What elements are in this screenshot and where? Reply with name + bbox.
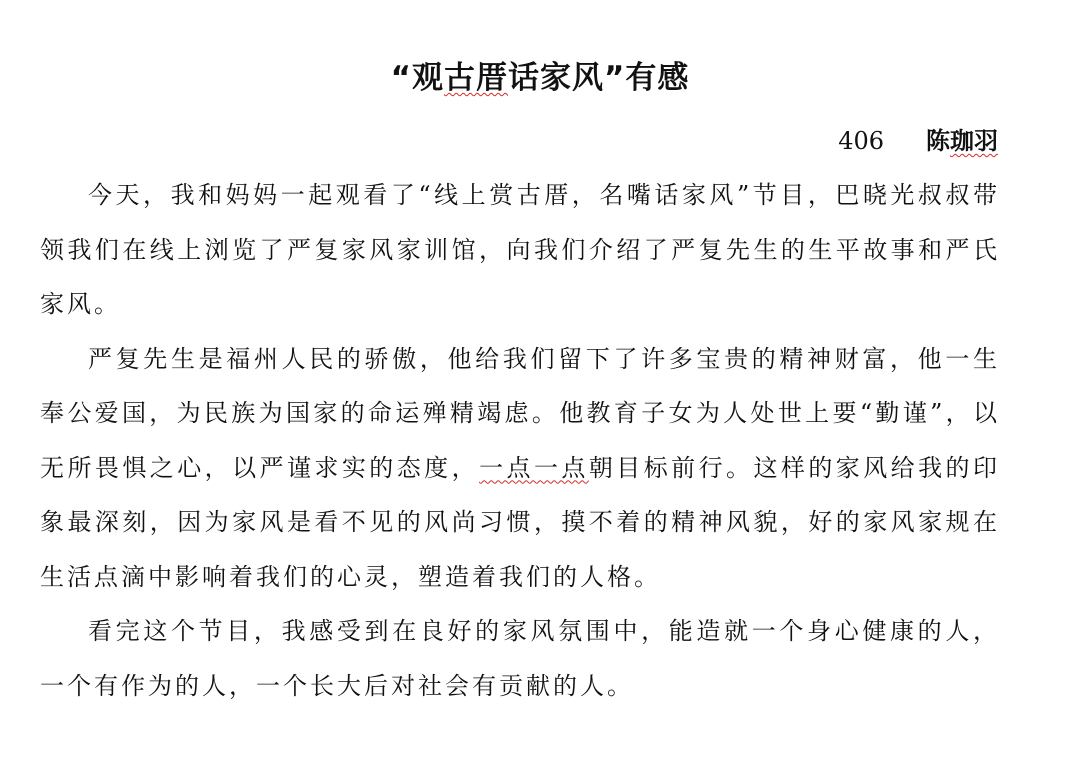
paragraph-3: 看完这个节目，我感受到在良好的家风氛围中，能造就一个身心健康的人，一个有作为的人，一个长大后对社会有贡献的人。	[40, 617, 1000, 700]
author-name: 陈珈羽	[926, 126, 998, 155]
paragraph-2: 严复先生是福州人民的骄傲，他给我们留下了许多宝贵的精神财富，他一生奉公爱国，为民族为国家的命运殚精竭虑。他教育子女为人处世上要“勤谨”，以无所畏惧之心，以严谨求实的态度，一点一点朝目标前行。这样的家风给我的印象最深刻，因为家风是看不见的风尚习惯，摸不着的精神风貌，好的家风家规在生活点滴中影响着我们的心灵，塑造着我们的人格。	[40, 344, 1001, 591]
document-title	[0, 52, 1080, 104]
paragraph-1: 今天，我和妈妈一起观看了“线上赏古厝，名嘴话家风”节目，巴晓光叔叔带领我们在线上浏览了严复家风家训馆，向我们介绍了严复先生的生平故事和严氏家风。	[40, 181, 1000, 318]
essay-body	[40, 168, 1000, 713]
spellcheck-underline: 珈羽	[950, 126, 998, 155]
author-line	[838, 121, 998, 161]
spellcheck-underline: 一点一点	[479, 453, 589, 482]
title-text: “观古厝话家风”有感	[390, 60, 690, 96]
spellcheck-underline: 古厝	[444, 60, 508, 96]
class-number: 406	[838, 127, 884, 155]
